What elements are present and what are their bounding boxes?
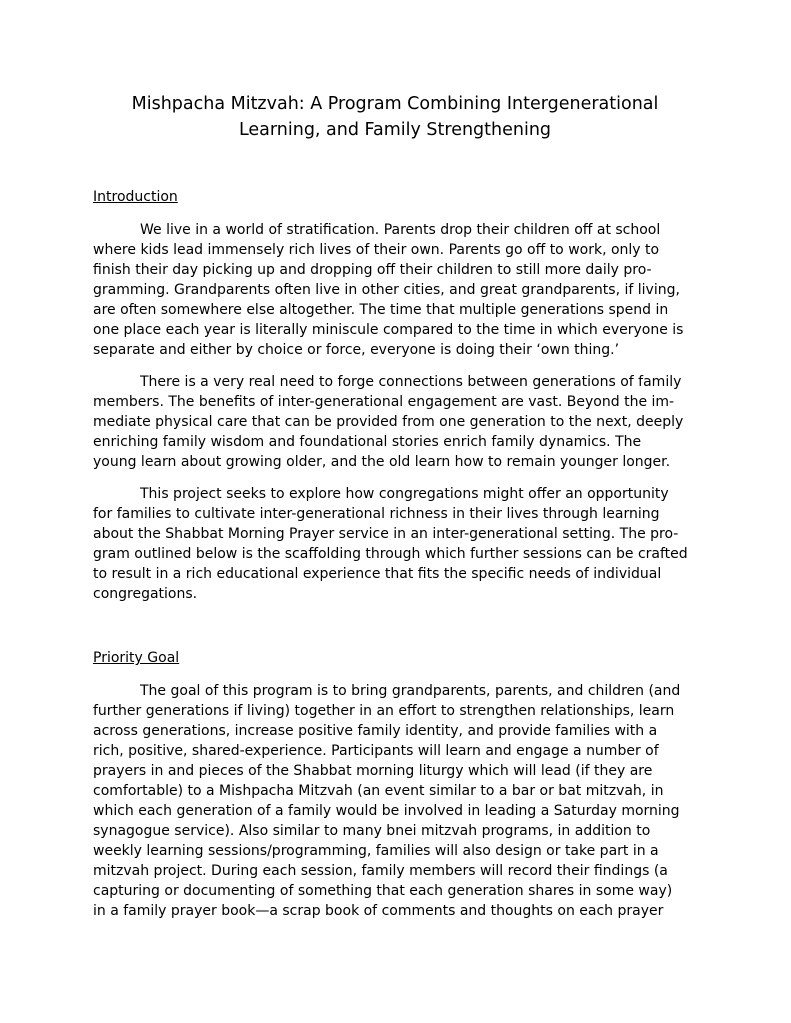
text-line: rich, positive, shared-experience. Participants will learn and engage a number of xyxy=(93,743,659,759)
text-line: We live in a world of stratification. Parents drop their children off at school xyxy=(140,222,661,238)
text-line: There is a very real need to forge connections between generations of family xyxy=(140,374,682,390)
text-line: which each generation of a family would be involved in leading a Saturday morning xyxy=(93,803,680,819)
text-line: young learn about growing older, and the old learn how to remain younger longer. xyxy=(93,454,671,470)
text-line: capturing or documenting of something that each generation shares in some way) xyxy=(93,883,673,899)
text-line: prayers in and pieces of the Shabbat morning liturgy which will lead (if they are xyxy=(93,763,653,779)
goal-paragraph-1 xyxy=(93,681,699,921)
text-line: about the Shabbat Morning Prayer service in an inter-generational setting. The pro- xyxy=(93,526,679,542)
text-line: weekly learning sessions/programming, families will also design or take part in a xyxy=(93,843,659,859)
document-title xyxy=(93,91,697,143)
text-line: to result in a rich educational experience that fits the specific needs of individual xyxy=(93,566,662,582)
text-line: finish their day picking up and dropping off their children to still more daily pro- xyxy=(93,262,652,278)
text-line: one place each year is literally miniscule compared to the time in which everyone is xyxy=(93,322,684,338)
text-line: This project seeks to explore how congregations might offer an opportunity xyxy=(140,486,669,502)
text-line: further generations if living) together in an effort to strengthen relationships, learn xyxy=(93,703,675,719)
text-line: mediate physical care that can be provided from one generation to the next, deeply xyxy=(93,414,684,430)
text-line: mitzvah project. During each session, family members will record their findings (a xyxy=(93,863,668,879)
text-line: synagogue service). Also similar to many bnei mitzvah programs, in addition to xyxy=(93,823,651,839)
text-line: across generations, increase positive family identity, and provide families with a xyxy=(93,723,658,739)
text-line: congregations. xyxy=(93,586,198,602)
section-heading-introduction: Introduction xyxy=(93,189,178,205)
text-line: gram outlined below is the scaffolding through which further sessions can be crafted xyxy=(93,546,688,562)
section-heading-priority-goal: Priority Goal xyxy=(93,650,180,666)
title-line: Mishpacha Mitzvah: A Program Combining Intergenerational xyxy=(131,94,659,114)
text-line: comfortable) to a Mishpacha Mitzvah (an event similar to a bar or bat mitzvah, in xyxy=(93,783,664,799)
text-line: separate and either by choice or force, everyone is doing their ‘own thing.’ xyxy=(93,342,620,358)
text-line: in a family prayer book—a scrap book of comments and thoughts on each prayer xyxy=(93,903,664,919)
text-line: members. The benefits of inter-generational engagement are vast. Beyond the im- xyxy=(93,394,675,410)
text-line: enriching family wisdom and foundational stories enrich family dynamics. The xyxy=(93,434,642,450)
title-line: Learning, and Family Strengthening xyxy=(238,120,552,140)
intro-paragraph-2 xyxy=(93,372,699,472)
text-line: are often somewhere else altogether. The time that multiple generations spend in xyxy=(93,302,669,318)
text-line: The goal of this program is to bring grandparents, parents, and children (and xyxy=(140,683,681,699)
text-line: gramming. Grandparents often live in other cities, and great grandparents, if living, xyxy=(93,282,680,298)
intro-paragraph-3 xyxy=(93,484,699,604)
intro-paragraph-1 xyxy=(93,220,699,360)
text-line: where kids lead immensely rich lives of their own. Parents go off to work, only to xyxy=(93,242,660,258)
text-line: for families to cultivate inter-generational richness in their lives through learning xyxy=(93,506,660,522)
